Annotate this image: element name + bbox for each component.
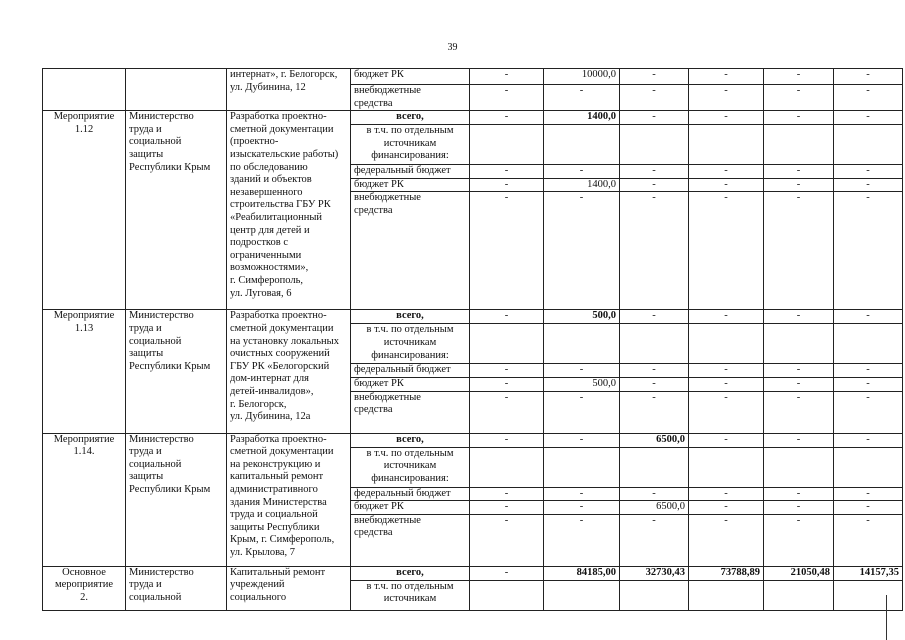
amount-cell: - xyxy=(764,178,834,192)
amount-cell xyxy=(620,447,689,487)
funding-source: внебюджетные средства xyxy=(351,514,470,566)
amount-cell: - xyxy=(620,377,689,391)
amount-cell: - xyxy=(689,391,764,433)
amount-cell xyxy=(689,324,764,364)
amount-cell: - xyxy=(470,178,544,192)
amount-cell: - xyxy=(620,487,689,501)
measure-label xyxy=(43,69,126,111)
funding-source: в т.ч. по отдельным источникам xyxy=(351,580,470,610)
funding-source: всего, xyxy=(351,310,470,324)
amount-cell xyxy=(834,125,903,165)
amount-cell xyxy=(834,324,903,364)
amount-cell xyxy=(764,324,834,364)
amount-cell: - xyxy=(834,178,903,192)
table-row xyxy=(43,111,903,125)
amount-cell xyxy=(689,125,764,165)
table-row xyxy=(43,566,903,580)
funding-source: всего, xyxy=(351,566,470,580)
page-number: 39 xyxy=(447,42,458,53)
description-cell: Капитальный ремонт учреждений социального xyxy=(227,566,351,610)
amount-cell: 21050,48 xyxy=(764,566,834,580)
amount-cell: - xyxy=(764,85,834,111)
amount-cell: - xyxy=(470,514,544,566)
amount-cell xyxy=(544,580,620,610)
amount-cell: - xyxy=(544,165,620,179)
amount-cell xyxy=(544,125,620,165)
amount-cell xyxy=(544,324,620,364)
amount-cell: - xyxy=(544,192,620,310)
amount-cell: 73788,89 xyxy=(689,566,764,580)
amount-cell: - xyxy=(470,501,544,515)
amount-cell: - xyxy=(834,514,903,566)
amount-cell: - xyxy=(689,192,764,310)
amount-cell: - xyxy=(470,69,544,85)
amount-cell: - xyxy=(689,433,764,447)
measure-label: Мероприятие 1.13 xyxy=(43,310,126,433)
amount-cell xyxy=(689,580,764,610)
description-cell: интернат», г. Белогорск, ул. Дубинина, 12 xyxy=(227,69,351,111)
funding-source: федеральный бюджет xyxy=(351,487,470,501)
amount-cell: - xyxy=(834,377,903,391)
amount-cell: - xyxy=(834,364,903,378)
amount-cell: - xyxy=(470,566,544,580)
table-row xyxy=(43,69,903,85)
amount-cell: - xyxy=(470,85,544,111)
amount-cell: - xyxy=(764,165,834,179)
amount-cell: - xyxy=(834,85,903,111)
amount-cell: - xyxy=(689,178,764,192)
amount-cell: - xyxy=(689,487,764,501)
funding-source: бюджет РК xyxy=(351,501,470,515)
funding-source: бюджет РК xyxy=(351,178,470,192)
description-cell: Разработка проектно- сметной документации (проектно- изыскательские работы) по обследованию зданий и объектов незавершенного строительства ГБУ РК «Реабилитационный центр для детей и подростков с ограниченными возможностями», г. Симферополь, ул. Луговая, 6 xyxy=(227,111,351,310)
amount-cell: - xyxy=(620,178,689,192)
amount-cell: - xyxy=(620,85,689,111)
amount-cell: - xyxy=(764,111,834,125)
amount-cell xyxy=(764,447,834,487)
funding-source: бюджет РК xyxy=(351,377,470,391)
amount-cell: - xyxy=(764,433,834,447)
amount-cell: - xyxy=(620,310,689,324)
amount-cell: - xyxy=(470,377,544,391)
amount-cell: - xyxy=(470,391,544,433)
table-row xyxy=(43,433,903,447)
amount-cell: - xyxy=(544,514,620,566)
amount-cell xyxy=(764,580,834,610)
funding-source: федеральный бюджет xyxy=(351,165,470,179)
amount-cell: 6500,0 xyxy=(620,501,689,515)
funding-table xyxy=(42,68,903,611)
amount-cell: 500,0 xyxy=(544,377,620,391)
table-row xyxy=(43,310,903,324)
executor-cell xyxy=(126,69,227,111)
amount-cell: - xyxy=(834,487,903,501)
amount-cell: - xyxy=(689,69,764,85)
amount-cell: - xyxy=(470,487,544,501)
amount-cell: - xyxy=(689,310,764,324)
amount-cell: - xyxy=(620,364,689,378)
amount-cell: - xyxy=(620,111,689,125)
amount-cell: - xyxy=(834,192,903,310)
amount-cell: - xyxy=(544,364,620,378)
amount-cell: 14157,35 xyxy=(834,566,903,580)
amount-cell: - xyxy=(764,391,834,433)
executor-cell: Министерство труда и социальной xyxy=(126,566,227,610)
amount-cell: - xyxy=(620,165,689,179)
amount-cell: 6500,0 xyxy=(620,433,689,447)
amount-cell: - xyxy=(470,111,544,125)
measure-label: Основное мероприятие 2. xyxy=(43,566,126,610)
measure-label: Мероприятие 1.12 xyxy=(43,111,126,310)
amount-cell: - xyxy=(764,377,834,391)
amount-cell xyxy=(470,125,544,165)
amount-cell: - xyxy=(544,391,620,433)
amount-cell xyxy=(470,580,544,610)
amount-cell: 84185,00 xyxy=(544,566,620,580)
amount-cell: - xyxy=(834,165,903,179)
amount-cell xyxy=(620,580,689,610)
funding-source: внебюджетные средства xyxy=(351,85,470,111)
amount-cell xyxy=(834,580,903,610)
amount-cell: - xyxy=(470,433,544,447)
amount-cell xyxy=(470,324,544,364)
amount-cell xyxy=(620,125,689,165)
amount-cell: 1400,0 xyxy=(544,111,620,125)
amount-cell xyxy=(620,324,689,364)
amount-cell: - xyxy=(470,165,544,179)
amount-cell: - xyxy=(764,310,834,324)
amount-cell: 10000,0 xyxy=(544,69,620,85)
amount-cell: - xyxy=(689,364,764,378)
funding-source: всего, xyxy=(351,111,470,125)
amount-cell: - xyxy=(834,433,903,447)
amount-cell: - xyxy=(544,433,620,447)
amount-cell: - xyxy=(689,377,764,391)
amount-cell: - xyxy=(689,85,764,111)
executor-cell: Министерство труда и социальной защиты Республики Крым xyxy=(126,433,227,566)
amount-cell: - xyxy=(764,69,834,85)
amount-cell: - xyxy=(834,111,903,125)
amount-cell: - xyxy=(764,364,834,378)
measure-label: Мероприятие 1.14. xyxy=(43,433,126,566)
amount-cell: - xyxy=(764,514,834,566)
amount-cell: - xyxy=(470,310,544,324)
funding-source: федеральный бюджет xyxy=(351,364,470,378)
funding-source: бюджет РК xyxy=(351,69,470,85)
amount-cell: - xyxy=(544,487,620,501)
amount-cell xyxy=(689,447,764,487)
executor-cell: Министерство труда и социальной защиты Республики Крым xyxy=(126,310,227,433)
funding-source: внебюджетные средства xyxy=(351,391,470,433)
funding-source: в т.ч. по отдельным источникам финансирования: xyxy=(351,324,470,364)
amount-cell: - xyxy=(834,69,903,85)
amount-cell xyxy=(834,447,903,487)
amount-cell: - xyxy=(689,501,764,515)
amount-cell xyxy=(764,125,834,165)
amount-cell: 500,0 xyxy=(544,310,620,324)
amount-cell: - xyxy=(470,192,544,310)
amount-cell: - xyxy=(764,192,834,310)
amount-cell: - xyxy=(689,514,764,566)
amount-cell: - xyxy=(689,165,764,179)
amount-cell: - xyxy=(764,487,834,501)
amount-cell: 1400,0 xyxy=(544,178,620,192)
amount-cell: - xyxy=(620,69,689,85)
amount-cell: - xyxy=(689,111,764,125)
amount-cell: - xyxy=(620,514,689,566)
funding-source: в т.ч. по отдельным источникам финансирования: xyxy=(351,125,470,165)
amount-cell: - xyxy=(834,391,903,433)
executor-cell: Министерство труда и социальной защиты Республики Крым xyxy=(126,111,227,310)
amount-cell: - xyxy=(764,501,834,515)
amount-cell: - xyxy=(470,364,544,378)
amount-cell: - xyxy=(834,501,903,515)
amount-cell: 32730,43 xyxy=(620,566,689,580)
funding-source: в т.ч. по отдельным источникам финансирования: xyxy=(351,447,470,487)
description-cell: Разработка проектно- сметной документации на установку локальных очистных сооружений ГБУ РК «Белогорский дом-интернат для детей-инвалидов», г. Белогорск, ул. Дубинина, 12а xyxy=(227,310,351,433)
amount-cell: - xyxy=(544,501,620,515)
funding-source: всего, xyxy=(351,433,470,447)
amount-cell xyxy=(544,447,620,487)
margin-line xyxy=(886,595,887,640)
funding-source: внебюджетные средства xyxy=(351,192,470,310)
amount-cell xyxy=(470,447,544,487)
amount-cell: - xyxy=(834,310,903,324)
amount-cell: - xyxy=(620,391,689,433)
amount-cell: - xyxy=(544,85,620,111)
description-cell: Разработка проектно- сметной документации на реконструкцию и капитальный ремонт административного здания Министерства труда и социальной защиты Республики Крым, г. Симферополь, ул. Крылова, 7 xyxy=(227,433,351,566)
amount-cell: - xyxy=(620,192,689,310)
